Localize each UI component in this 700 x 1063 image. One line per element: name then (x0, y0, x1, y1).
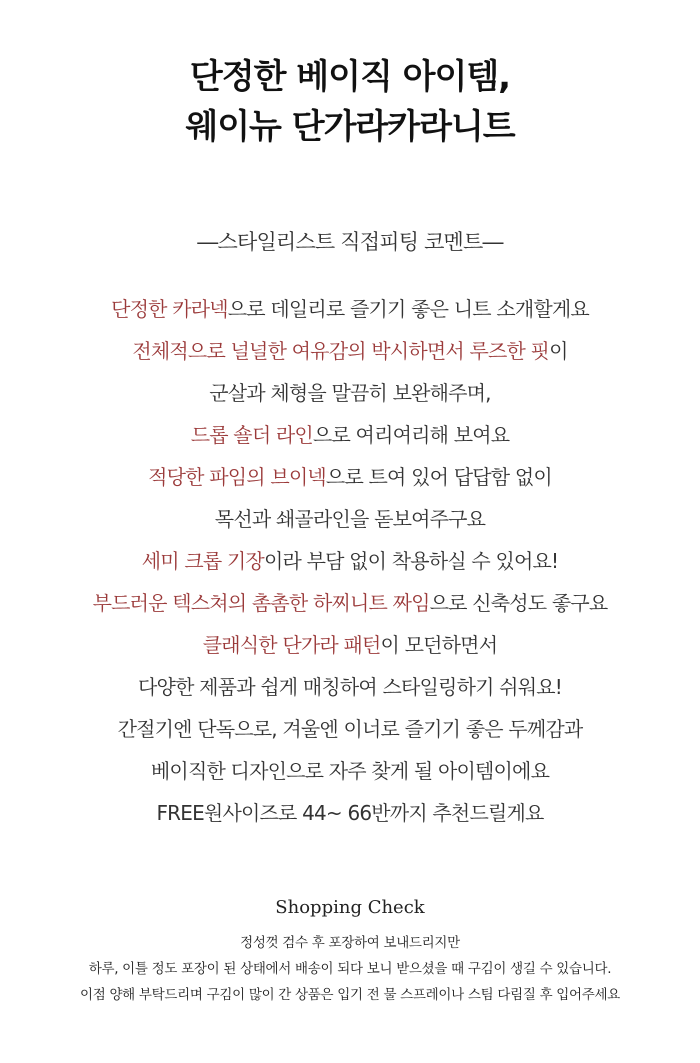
shopping-check-notes (0, 930, 700, 1008)
comment-text: 목선과 쇄골라인을 돋보여주구요 (214, 507, 486, 531)
comment-line (0, 624, 700, 666)
comment-text: FREE원사이즈로 44~ 66반까지 추천드릴게요 (156, 801, 544, 825)
comment-line (0, 708, 700, 750)
comment-line (0, 540, 700, 582)
comment-highlight: 세미 크롭 기장 (141, 549, 264, 573)
comment-text: 으로 신축성도 좋구요 (429, 591, 608, 615)
comment-text: 이 모던하면서 (380, 633, 498, 657)
comment-highlight: 적당한 파임의 브이넥 (148, 465, 326, 489)
shopping-note: 하루, 이틀 정도 포장이 된 상태에서 배송이 되다 보니 받으셨을 때 구김이 생길 수 있습니다. (88, 961, 612, 977)
comment-line (0, 582, 700, 624)
product-title (0, 52, 700, 152)
stylist-comments (0, 288, 700, 834)
shopping-check-title: Shopping Check (275, 897, 425, 918)
comment-line (0, 498, 700, 540)
shopping-note: 정성껏 검수 후 포장하여 보내드리지만 (240, 935, 460, 951)
comment-line (0, 414, 700, 456)
comment-text: 으로 데일리로 즐기기 좋은 니트 소개할게요 (227, 297, 589, 321)
title-line-1: 단정한 베이직 아이템, (189, 57, 511, 97)
comment-line (0, 666, 700, 708)
comment-highlight: 드롭 숄더 라인 (190, 423, 313, 447)
comment-text: 으로 여리여리해 보여요 (312, 423, 510, 447)
comment-line (0, 288, 700, 330)
shopping-note: 이점 양해 부탁드리며 구김이 많이 간 상품은 입기 전 물 스프레이나 스팀 다림질 후 입어주세요 (79, 987, 621, 1003)
comment-line (0, 456, 700, 498)
title-line-2: 웨이뉴 단가라카라니트 (185, 107, 515, 147)
comment-line (0, 372, 700, 414)
comment-highlight: 단정한 카라넥 (111, 297, 228, 321)
comment-highlight: 부드러운 텍스쳐의 촘촘한 하찌니트 짜임 (92, 591, 430, 615)
comment-text: 으로 트여 있어 답답함 없이 (325, 465, 552, 489)
comment-text: 다양한 제품과 쉽게 매칭하여 스타일링하기 쉬워요! (138, 675, 562, 699)
comment-line (0, 750, 700, 792)
comment-line (0, 330, 700, 372)
comment-text: 베이직한 디자인으로 자주 찾게 될 아이템이에요 (150, 759, 550, 783)
comment-line (0, 792, 700, 834)
comment-text: 이 (549, 339, 568, 363)
comment-text: 이라 부담 없이 착용하실 수 있어요! (263, 549, 559, 573)
comment-text: 간절기엔 단독으로, 겨울엔 이너로 즐기기 좋은 두께감과 (117, 717, 583, 741)
stylist-comment-heading: ―스타일리스트 직접피팅 코멘트― (197, 230, 503, 254)
comment-text: 군살과 체형을 말끔히 보완해주며, (209, 381, 491, 405)
comment-highlight: 클래식한 단가라 패턴 (202, 633, 381, 657)
comment-highlight: 전체적으로 널널한 여유감의 박시하면서 루즈한 핏 (132, 339, 550, 363)
